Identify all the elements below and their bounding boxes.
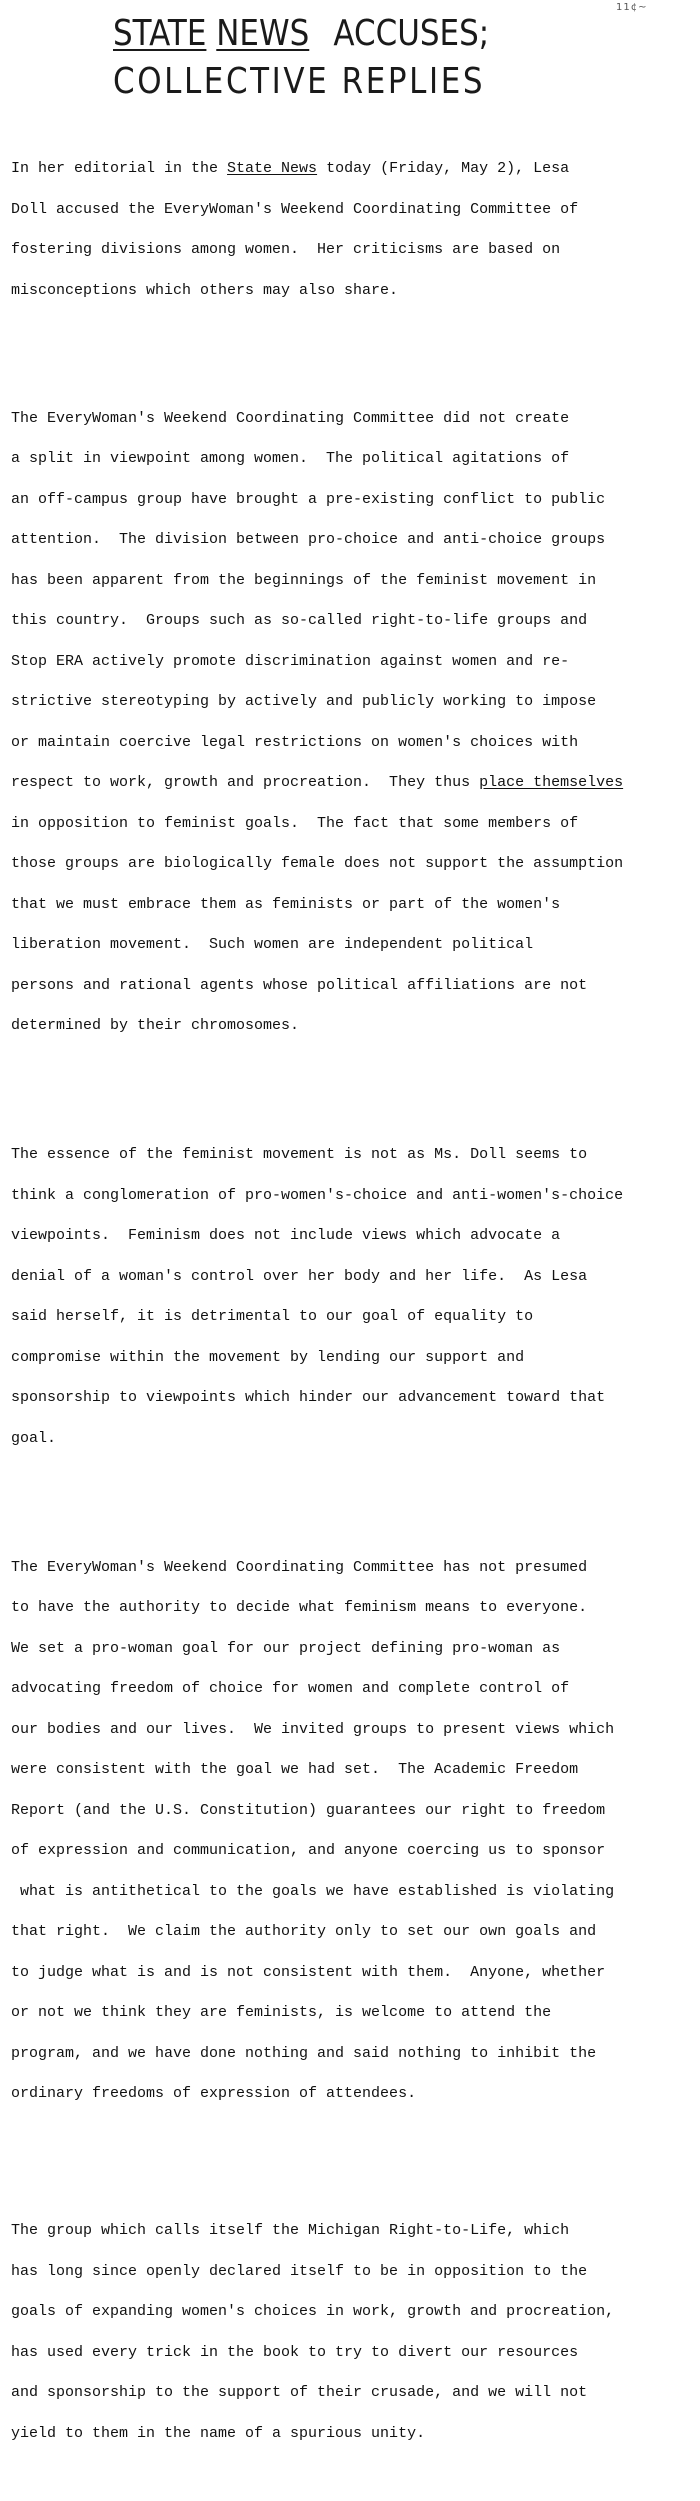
text-line: our bodies and our lives. We invited groups to present views which [11,1720,615,1738]
text-line: yield to them in the name of a spurious unity. [11,2424,426,2442]
text-line: a split in viewpoint among women. The political agitations of [11,450,570,467]
text-line: Report (and the U.S. Constitution) guarantees our right to freedom [11,1801,606,1819]
text-line: goals of expanding women's choices in work, growth and procreation, [11,2303,615,2320]
text-line: fostering divisions among women. Her criticisms are based on [11,241,561,258]
paragraph-5 [11,2197,697,2467]
text-line: to have the authority to decide what feminism means to everyone. [11,1599,588,1616]
headline-word-accuses: ACCUSES; [333,13,490,54]
text-line: or maintain coercive legal restrictions on women's choices with [11,733,579,751]
text-line: and sponsorship to the support of their crusade, and we will not [11,2384,588,2401]
text-line: Stop ERA actively promote discrimination against women and re- [11,652,570,670]
text-line: that right. We claim the authority only to set our own goals and [11,1923,597,1940]
text-line: were consistent with the goal we had set. The Academic Freedom [11,1761,579,1778]
newspaper-name: State News [227,160,318,177]
text-line: Doll accused the EveryWoman's Weekend Coordinating Committee of [11,200,579,218]
article-body [11,108,697,2501]
headline-word-news: NEWS [216,13,310,54]
text-line: program, and we have done nothing and said nothing to inhibit the [11,2044,597,2062]
headline-line-1 [113,14,618,54]
text-line: determined by their chromosomes. [11,1017,300,1034]
text-line: The EveryWoman's Weekend Coordinating Committee did not create [11,409,570,427]
headline-word-state: STATE [113,13,207,54]
text-line: goal. [11,1429,57,1447]
text-line: has long since openly declared itself to be in opposition to the [11,2262,588,2280]
text-line: that we must embrace them as feminists or part of the women's [11,895,561,913]
text-line: compromise within the movement by lending our support and [11,1348,525,1366]
text-line: to judge what is and is not consistent with them. Anyone, whether [11,1963,606,1981]
text-line: In her editorial in the State News today (Friday, May 2), Lesa [11,160,570,177]
text-line: or not we think they are feminists, is welcome to attend the [11,2004,552,2021]
text-line: said herself, it is detrimental to our goal of equality to [11,1308,534,1325]
text-line: misconceptions which others may also share. [11,281,399,299]
text-line: an off-campus group have brought a pre-existing conflict to public [11,490,606,508]
text-line: attention. The division between pro-choice and anti-choice groups [11,531,606,548]
text-line: has been apparent from the beginnings of the feminist movement in [11,571,597,589]
text-line: viewpoints. Feminism does not include views which advocate a [11,1227,561,1244]
emphasized-phrase: place themselves [479,774,624,791]
text-line: respect to work, growth and procreation. They thus place themselves [11,774,624,791]
text-line: those groups are biologically female does not support the assumption [11,855,624,872]
text-line: The essence of the feminist movement is not as Ms. Doll seems to [11,1146,588,1163]
text-line: persons and rational agents whose political affiliations are not [11,976,588,994]
page-corner-mark: 11¢~ [616,2,648,13]
text-line: what is antithetical to the goals we have established is violating [11,1882,615,1900]
text-line: think a conglomeration of pro-women's-choice and anti-women's-choice [11,1186,624,1204]
headline-line-2: COLLECTIVE REPLIES [113,61,486,102]
text-line: this country. Groups such as so-called right-to-life groups and [11,612,588,629]
paragraph-2 [11,385,697,1060]
text-line: The group which calls itself the Michigan Right-to-Life, which [11,2222,570,2239]
text-line: has used every trick in the book to try to divert our resources [11,2343,579,2361]
text-line: sponsorship to viewpoints which hinder our advancement toward that [11,1389,606,1406]
text-line: ordinary freedoms of expression of attendees. [11,2085,417,2102]
text-line: in opposition to feminist goals. The fact that some members of [11,814,579,832]
text-line: advocating freedom of choice for women and complete control of [11,1680,570,1697]
paragraph-4 [11,1534,697,2128]
paragraph-1 [11,135,697,324]
text-line: We set a pro-woman goal for our project defining pro-woman as [11,1639,561,1657]
text-line: The EveryWoman's Weekend Coordinating Committee has not presumed [11,1558,588,1576]
text-line: denial of a woman's control over her body and her life. As Lesa [11,1267,588,1285]
text-line: liberation movement. Such women are independent political [11,936,534,953]
paragraph-3 [11,1121,697,1472]
text-line: strictive stereotyping by actively and publicly working to impose [11,693,597,710]
text-line: of expression and communication, and anyone coercing us to sponsor [11,1842,606,1859]
